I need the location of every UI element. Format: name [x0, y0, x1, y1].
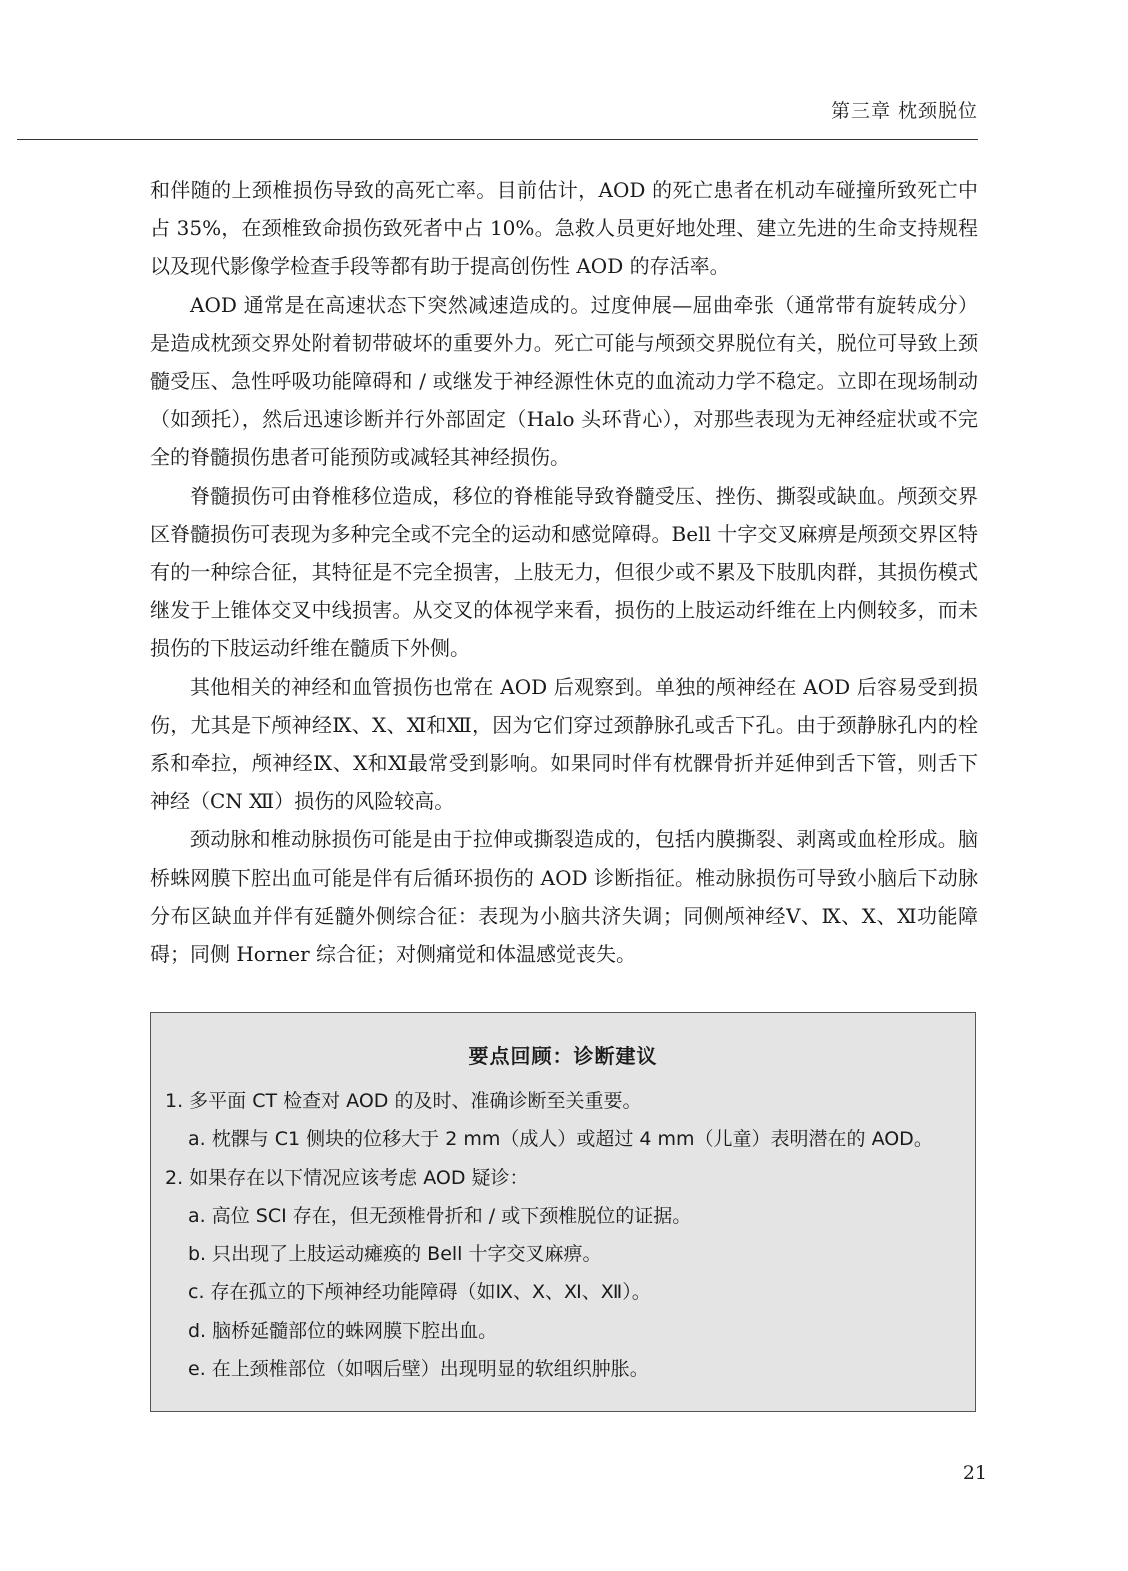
paragraph: 脊髓损伤可由脊椎移位造成，移位的脊椎能导致脊髓受压、挫伤、撕裂或缺血。颅颈交界区脊髓损伤可表现为多种完全或不完全的运动和感觉障碍。Bell 十字交叉麻痹是颅颈交界区特有的一种综合征，其特征是不完全损害，上肢无力，但很少或不累及下肢肌肉群，其损伤模式继发于上锥体交叉中线损害。从交叉的体视学来看，损伤的上肢运动纤维在上内侧较多，而未损伤的下肢运动纤维在髓质下外侧。 — [150, 483, 978, 661]
key-point-subitem: a. 高位 SCI 存在，但无颈椎骨折和 / 或下颈椎脱位的证据。 — [188, 1204, 692, 1227]
key-point-subitem: d. 脑桥延髓部位的蛛网膜下腔出血。 — [188, 1319, 498, 1342]
key-point-subitem: b. 只出现了上肢运动瘫痪的 Bell 十字交叉麻痹。 — [188, 1243, 602, 1266]
key-points-title: 要点回顾：诊断建议 — [468, 1044, 658, 1068]
key-points-box — [150, 1012, 976, 1412]
paragraph: AOD 通常是在高速状态下突然减速造成的。过度伸展—屈曲牵张（通常带有旋转成分）是造成枕颈交界处附着韧带破坏的重要外力。死亡可能与颅颈交界脱位有关，脱位可导致上颈髓受压、急性呼吸功能障碍和 / 或继发于神经源性休克的血流动力学不稳定。立即在现场制动（如颈托），然后迅速诊断并行外部固定（Halo 头环背心），对那些表现为无神经症状或不完全的脊髓损伤患者可能预防或减轻其神经损伤。 — [150, 292, 978, 470]
paragraph: 和伴随的上颈椎损伤导致的高死亡率。目前估计，AOD 的死亡患者在机动车碰撞所致死亡中占 35%，在颈椎致命损伤致死者中占 10%。急救人员更好地处理、建立先进的生命支持规程以及现代影像学检查手段等都有助于提高创伤性 AOD 的存活率。 — [150, 178, 978, 279]
key-point-item: 2. 如果存在以下情况应该考虑 AOD 疑诊： — [165, 1166, 529, 1189]
running-head: 第三章 枕颈脱位 — [830, 100, 978, 122]
key-points-list — [151, 1082, 975, 1388]
paragraph: 颈动脉和椎动脉损伤可能是由于拉伸或撕裂造成的，包括内膜撕裂、剥离或血栓形成。脑桥蛛网膜下腔出血可能是伴有后循环损伤的 AOD 诊断指征。椎动脉损伤可导致小脑后下动脉分布区缺血并伴有延髓外侧综合征：表现为小脑共济失调；同侧颅神经Ⅴ、Ⅸ、Ⅹ、Ⅺ功能障碍；同侧 Horner 综合征；对侧痛觉和体温感觉丧失。 — [150, 827, 978, 967]
key-point-subitem: a. 枕髁与 C1 侧块的位移大于 2 mm（成人）或超过 4 mm（儿童）表明潜在的 AOD。 — [188, 1128, 933, 1151]
body-text — [150, 171, 978, 973]
page-number: 21 — [962, 1462, 987, 1484]
header-rule — [17, 139, 978, 140]
key-point-item: 1. 多平面 CT 检查对 AOD 的及时、准确诊断至关重要。 — [165, 1090, 642, 1112]
key-point-subitem: e. 在上颈椎部位（如咽后壁）出现明显的软组织肿胀。 — [188, 1358, 649, 1381]
paragraph: 其他相关的神经和血管损伤也常在 AOD 后观察到。单独的颅神经在 AOD 后容易受到损伤，尤其是下颅神经Ⅸ、Ⅹ、Ⅺ和Ⅻ，因为它们穿过颈静脉孔或舌下孔。由于颈静脉孔内的栓系和牵拉，颅神经Ⅸ、Ⅹ和Ⅺ最常受到影响。如果同时伴有枕髁骨折并延伸到舌下管，则舌下神经（CN Ⅻ）损伤的风险较高。 — [150, 674, 978, 814]
key-point-subitem: c. 存在孤立的下颅神经功能障碍（如Ⅸ、Ⅹ、Ⅺ、Ⅻ）。 — [188, 1281, 651, 1304]
